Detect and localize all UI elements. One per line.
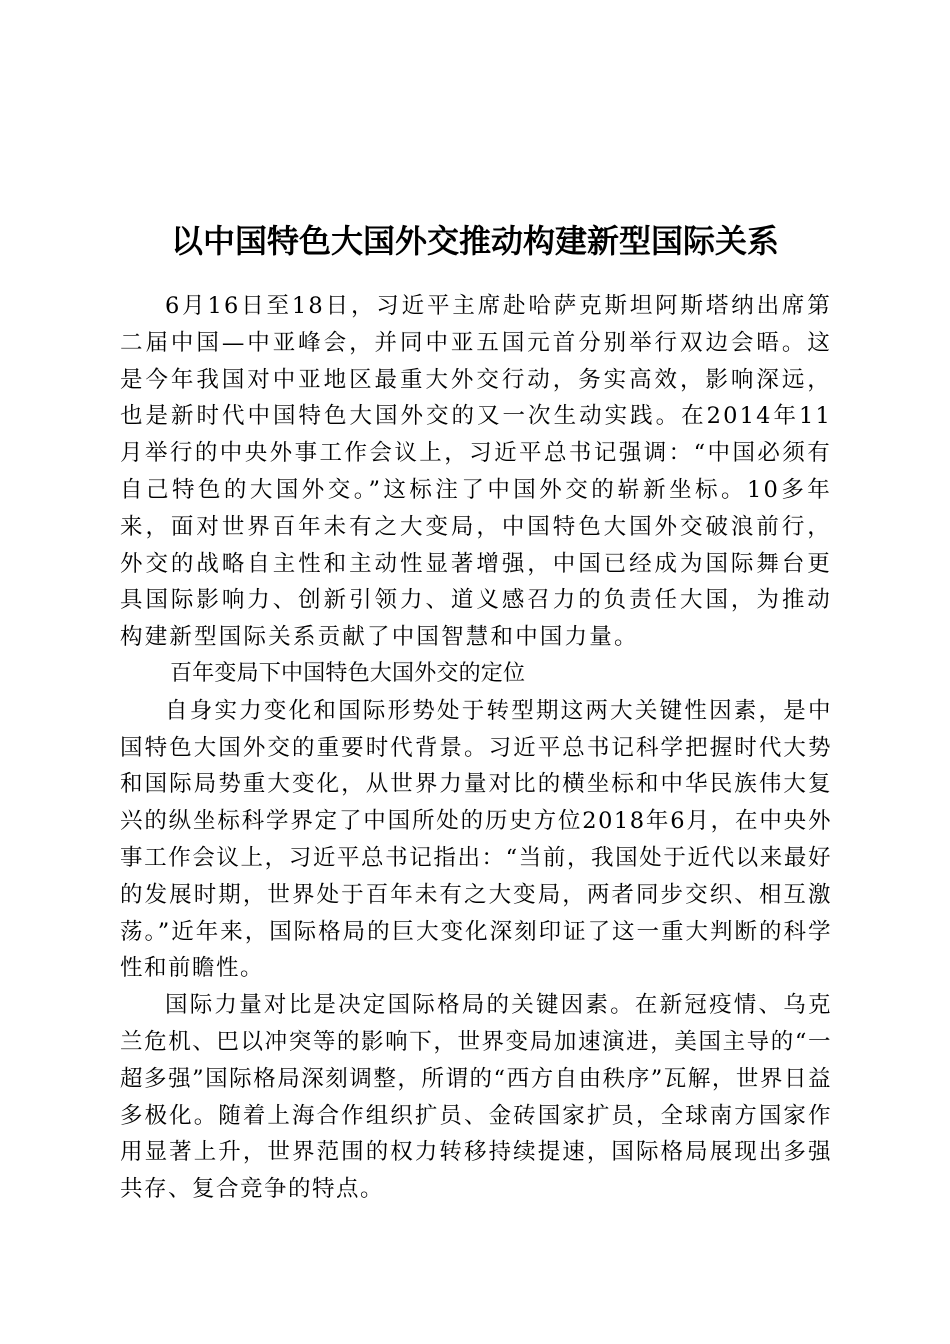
paragraph-intro: 6月16日至18日，习近平主席赴哈萨克斯坦阿斯塔纳出席第二届中国—中亚峰会，并同中亚五国元首分别举行双边会晤。这是今年我国对中亚地区最重大外交行动，务实高效，影响深远，也是新时代中国特色大国外交的又一次生动实践。在2014年11月举行的中央外事工作会议上，习近平总书记强调：“中国必须有自己特色的大国外交。”这标注了中国外交的崭新坐标。10多年来，面对世界百年未有之大变局，中国特色大国外交破浪前行，外交的战略自主性和主动性显著增强，中国已经成为国际舞台更具国际影响力、创新引领力、道义感召力的负责任大国，为推动构建新型国际关系贡献了中国智慧和中国力量。	[120, 293, 832, 651]
paragraph-background: 自身实力变化和国际形势处于转型期这两大关键性因素，是中国特色大国外交的重要时代背景。习近平总书记科学把握时代大势和国际局势重大变化，从世界力量对比的横坐标和中华民族伟大复兴的纵坐标科学界定了中国所处的历史方位2018年6月，在中央外事工作会议上，习近平总书记指出：“当前，我国处于近代以来最好的发展时期，世界处于百年未有之大变局，两者同步交织、相互激荡。”近年来，国际格局的巨大变化深刻印证了这一重大判断的科学性和前瞻性。	[120, 697, 832, 982]
paragraph-power-balance: 国际力量对比是决定国际格局的关键因素。在新冠疫情、乌克兰危机、巴以冲突等的影响下，世界变局加速演进，美国主导的“一超多强”国际格局深刻调整，所谓的“西方自由秩序”瓦解，世界日益多极化。随着上海合作组织扩员、金砖国家扩员，全球南方国家作用显著上升，世界范围的权力转移持续提速，国际格局展现出多强共存、复合竞争的特点。	[120, 992, 832, 1203]
document-title: 以中国特色大国外交推动构建新型国际关系	[170, 222, 779, 261]
document-body	[120, 288, 832, 1208]
section-heading: 百年变局下中国特色大国外交的定位	[170, 660, 526, 686]
